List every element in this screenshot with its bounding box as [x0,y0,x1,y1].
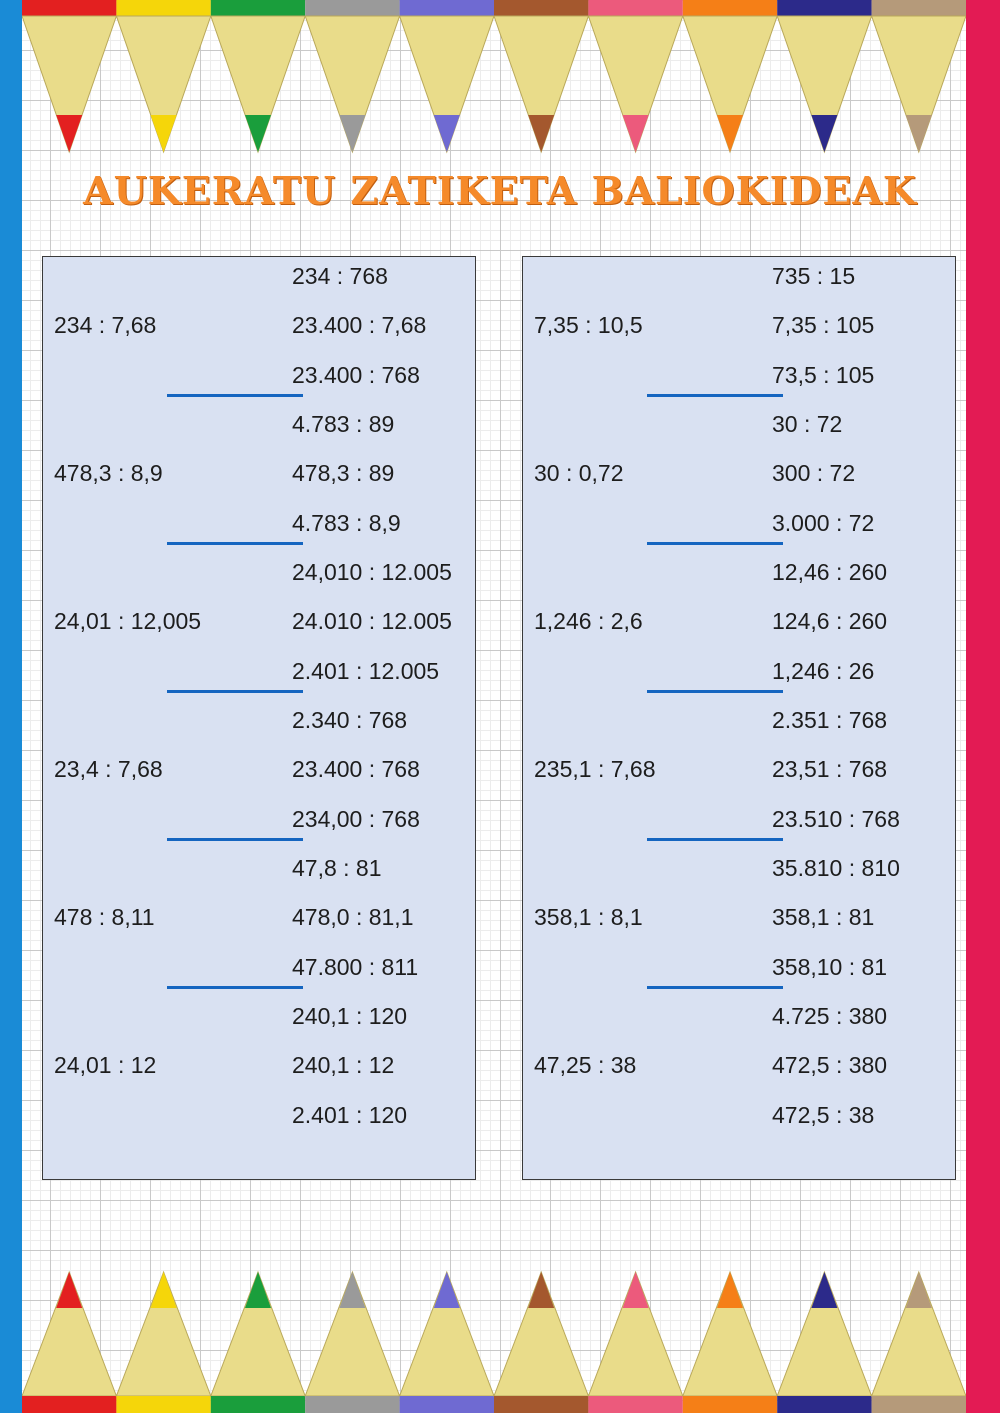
division-prompt: 47,25 : 38 [534,1052,637,1078]
option[interactable]: 73,5 : 105 [772,362,875,388]
option[interactable]: 23.400 : 7,68 [292,312,427,338]
pencil-icon [494,1272,588,1413]
division-prompt: 30 : 0,72 [534,460,624,486]
option[interactable]: 358,1 : 81 [772,904,875,930]
option[interactable]: 2.401 : 120 [292,1102,408,1128]
option[interactable]: 35.810 : 810 [772,855,900,881]
option[interactable]: 23.400 : 768 [292,362,420,388]
option[interactable]: 2.340 : 768 [292,707,408,733]
option[interactable]: 2.401 : 12.005 [292,658,440,684]
pencil-border-top [22,0,966,165]
pencils-bottom-icon [22,1248,966,1413]
pencil-icon [211,1272,305,1413]
division-prompt: 1,246 : 2,6 [534,608,643,634]
option[interactable]: 2.351 : 768 [772,707,888,733]
option[interactable]: 7,35 : 105 [772,312,875,338]
option[interactable]: 30 : 72 [772,411,843,437]
pencil-icon [683,1272,777,1413]
answer-line[interactable] [167,986,303,989]
pencil-icon [777,1272,871,1413]
option[interactable]: 24.010 : 12.005 [292,608,452,634]
option[interactable]: 472,5 : 38 [772,1102,875,1128]
exercise-group [523,997,955,1145]
option[interactable]: 4.725 : 380 [772,1003,888,1029]
pencil-icon [588,1272,682,1413]
pencils-top-icon [22,0,966,165]
answer-line[interactable] [167,690,303,693]
option[interactable]: 234 : 768 [292,263,388,289]
pencil-icon [211,0,305,152]
exercise-group [523,405,955,553]
exercise-group [43,997,475,1145]
option[interactable]: 47,8 : 81 [292,855,382,881]
division-prompt: 24,01 : 12 [54,1052,157,1078]
pencil-icon [872,1272,966,1413]
option[interactable]: 23.510 : 768 [772,806,900,832]
exercise-group [43,701,475,849]
exercise-group [523,701,955,849]
answer-line[interactable] [647,394,783,397]
pencil-border-bottom [22,1248,966,1413]
division-prompt: 23,4 : 7,68 [54,756,163,782]
pencil-icon [400,1272,494,1413]
left-exercise-panel [42,256,476,1180]
option[interactable]: 478,3 : 89 [292,460,395,486]
pencil-icon [22,0,116,152]
option[interactable]: 4.783 : 89 [292,411,395,437]
division-prompt: 478 : 8,11 [54,904,155,930]
option[interactable]: 23.400 : 768 [292,756,420,782]
option[interactable]: 1,246 : 26 [772,658,875,684]
answer-line[interactable] [167,542,303,545]
worksheet-title: AUKERATU ZATIKETA BALIOKIDEAK [83,168,917,213]
option[interactable]: 358,10 : 81 [772,954,888,980]
exercise-group [43,553,475,701]
exercise-group [523,553,955,701]
exercise-group [43,405,475,553]
pencil-icon [116,1272,210,1413]
answer-line[interactable] [167,838,303,841]
pencil-icon [683,0,777,152]
answer-line[interactable] [647,542,783,545]
pencil-icon [116,0,210,152]
division-prompt: 24,01 : 12,005 [54,608,202,634]
exercise-group [523,849,955,997]
answer-line[interactable] [167,394,303,397]
option[interactable]: 24,010 : 12.005 [292,559,452,585]
exercise-group [43,849,475,997]
division-prompt: 234 : 7,68 [54,312,157,338]
division-prompt: 478,3 : 8,9 [54,460,163,486]
option[interactable]: 300 : 72 [772,460,856,486]
answer-line[interactable] [647,838,783,841]
pencil-icon [777,0,871,152]
exercise-group [43,257,475,405]
answer-line[interactable] [647,986,783,989]
answer-line[interactable] [647,690,783,693]
pencil-icon [305,0,399,152]
option[interactable]: 478,0 : 81,1 [292,904,414,930]
pencil-icon [494,0,588,152]
option[interactable]: 234,00 : 768 [292,806,420,832]
division-prompt: 7,35 : 10,5 [534,312,643,338]
option[interactable]: 12,46 : 260 [772,559,888,585]
option[interactable]: 240,1 : 12 [292,1052,395,1078]
division-prompt: 235,1 : 7,68 [534,756,656,782]
pencil-icon [400,0,494,152]
option[interactable]: 472,5 : 380 [772,1052,888,1078]
pencil-icon [22,1272,116,1413]
pencil-icon [872,0,966,152]
exercise-group [523,257,955,405]
right-exercise-panel [522,256,956,1180]
option[interactable]: 3.000 : 72 [772,510,875,536]
option[interactable]: 47.800 : 811 [292,954,419,980]
option[interactable]: 240,1 : 120 [292,1003,408,1029]
pencil-icon [305,1272,399,1413]
option[interactable]: 735 : 15 [772,263,856,289]
option[interactable]: 4.783 : 8,9 [292,510,401,536]
option[interactable]: 124,6 : 260 [772,608,888,634]
pencil-icon [588,0,682,152]
option[interactable]: 23,51 : 768 [772,756,888,782]
division-prompt: 358,1 : 8,1 [534,904,643,930]
